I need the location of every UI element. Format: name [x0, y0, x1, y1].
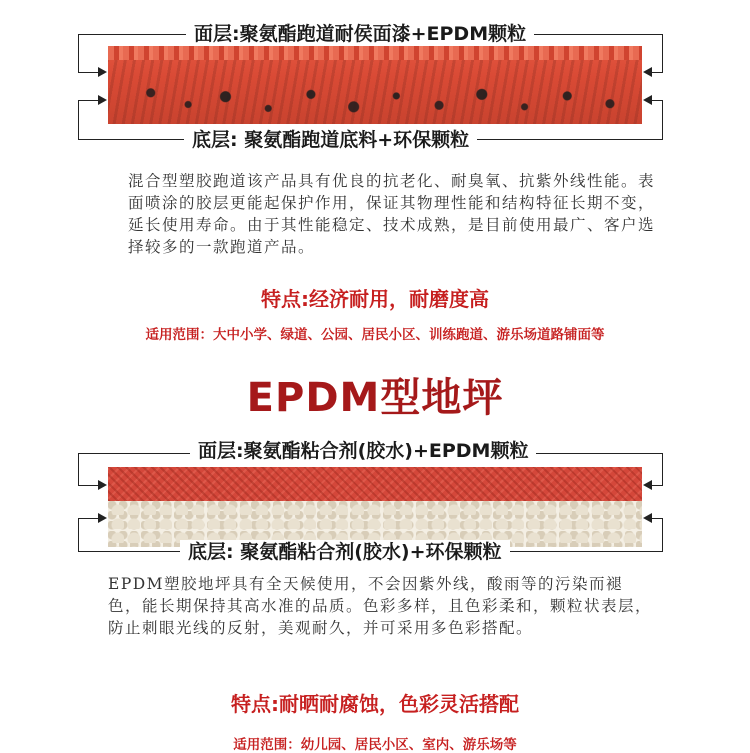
bottom-layer-label: 底层: 聚氨酯跑道底料+环保颗粒: [184, 128, 477, 152]
arrow-right-icon: [98, 95, 107, 105]
feature-text: 特点:耐晒耐腐蚀，色彩灵活搭配: [231, 692, 519, 716]
arrow-left-icon: [643, 513, 652, 523]
arrow-right-icon: [98, 67, 107, 77]
arrow-left-icon: [643, 67, 652, 77]
bottom-layer-label: 底层: 聚氨酯粘合剂(胶水)+环保颗粒: [180, 540, 510, 564]
arrow-left-icon: [643, 480, 652, 490]
scope-text: 适用范围：幼儿园、居民小区、室内、游乐场等: [233, 737, 517, 753]
arrow-right-icon: [98, 513, 107, 523]
top-layer-label: 面层:聚氨酯跑道耐侯面漆+EPDM颗粒: [186, 22, 534, 46]
epdm-layer-swatch: [108, 467, 642, 501]
arrow-right-icon: [98, 480, 107, 490]
top-layer-label: 面层:聚氨酯粘合剂(胶水)+EPDM颗粒: [190, 439, 536, 463]
feature-text: 特点:经济耐用，耐磨度高: [261, 287, 489, 311]
section-heading: EPDM型地坪: [246, 375, 504, 421]
description-paragraph: EPDM塑胶地坪具有全天候使用，不会因紫外线，酸雨等的污染而褪色，能长期保持其高水准的品质。色彩多样，且色彩柔和，颗粒状表层，防止刺眼光线的反射，美观耐久，并可采用多色彩搭配。: [108, 575, 653, 637]
description-paragraph: 混合型塑胶跑道该产品具有优良的抗老化、耐臭氧、抗紫外线性能。表面喷涂的胶层更能起保护作用，保证其物理性能和结构特征长期不变，延长使用寿命。由于其性能稳定、技术成熟，是目前使用最广、客户选择较多的一款跑道产品。: [128, 172, 656, 256]
scope-text: 适用范围：大中小学、绿道、公园、居民小区、训练跑道、游乐场道路铺面等: [145, 327, 605, 343]
arrow-left-icon: [643, 95, 652, 105]
